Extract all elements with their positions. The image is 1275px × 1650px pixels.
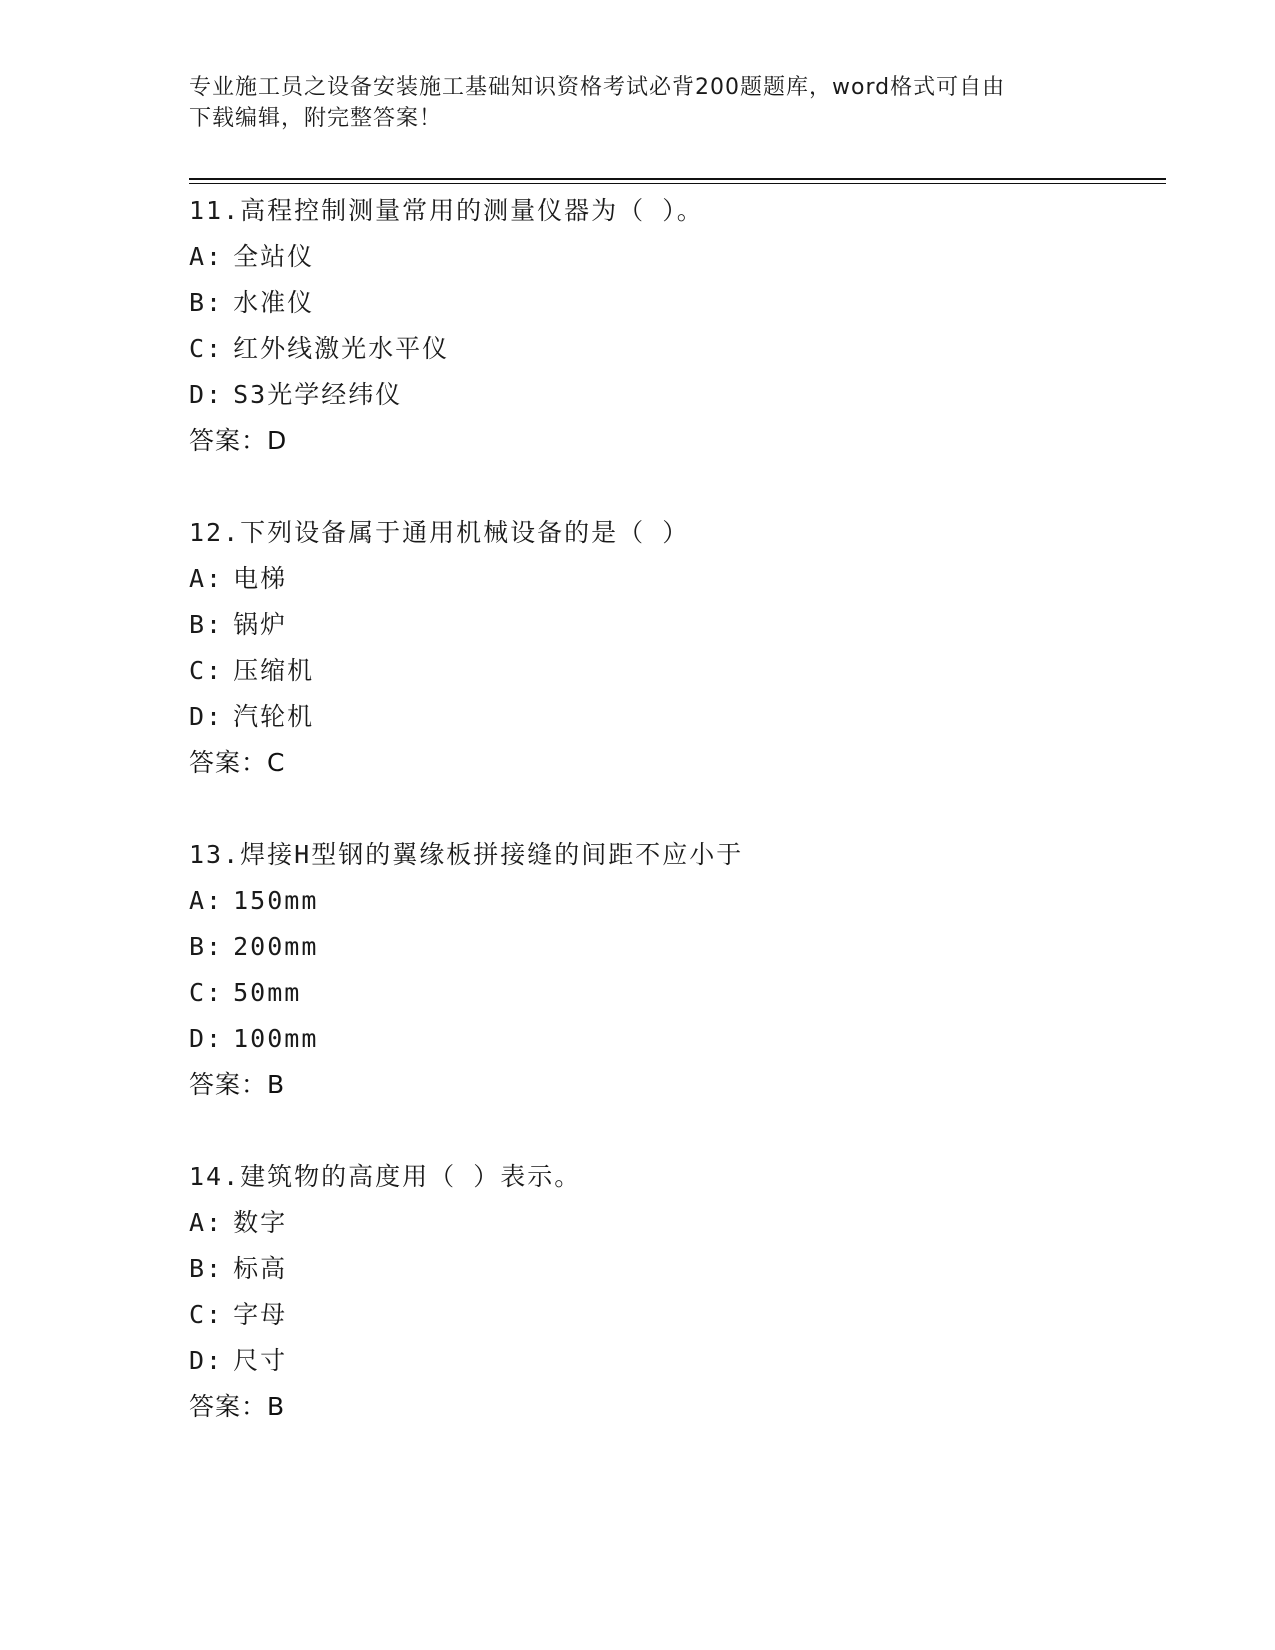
option-text: 全站仪 xyxy=(233,242,315,271)
question-stem: 11.高程控制测量常用的测量仪器为（ ）。 xyxy=(189,196,704,225)
option-letter: B: xyxy=(189,1254,224,1283)
option-letter: A: xyxy=(189,242,224,271)
option-text: 数字 xyxy=(233,1208,288,1237)
option-letter: A: xyxy=(189,1208,224,1237)
option-letter: B: xyxy=(189,610,224,639)
question-stem: 13.焊接H型钢的翼缘板拼接缝的间距不应小于 xyxy=(189,840,744,869)
option-text: 标高 xyxy=(233,1254,288,1283)
option-letter: A: xyxy=(189,886,224,915)
option-text: 锅炉 xyxy=(233,610,288,639)
option-letter: D: xyxy=(189,702,224,731)
option-letter: C: xyxy=(189,334,224,363)
option-letter: B: xyxy=(189,932,224,961)
option-c xyxy=(189,1292,1169,1338)
option-b xyxy=(189,1246,1169,1292)
option-c xyxy=(189,970,1169,1016)
option-d xyxy=(189,372,1169,418)
question-12 xyxy=(189,510,1169,786)
option-text: 50mm xyxy=(233,978,302,1007)
option-text: S3光学经纬仪 xyxy=(233,380,403,409)
answer-label: 答案：D xyxy=(189,426,288,455)
option-text: 字母 xyxy=(233,1300,288,1329)
option-d xyxy=(189,1338,1169,1384)
header-divider-thin xyxy=(189,183,1166,184)
option-d xyxy=(189,1016,1169,1062)
option-letter: C: xyxy=(189,656,224,685)
question-13 xyxy=(189,832,1169,1108)
option-text: 尺寸 xyxy=(233,1346,288,1375)
option-c xyxy=(189,326,1169,372)
option-c xyxy=(189,648,1169,694)
option-text: 红外线激光水平仪 xyxy=(233,334,450,363)
option-text: 200mm xyxy=(233,932,319,961)
header-divider-thick xyxy=(189,178,1166,180)
option-letter: C: xyxy=(189,1300,224,1329)
question-stem: 12.下列设备属于通用机械设备的是（ ） xyxy=(189,518,690,547)
header-title-line-2: 下载编辑，附完整答案！ xyxy=(189,106,443,131)
question-11 xyxy=(189,188,1169,464)
answer-label: 答案：B xyxy=(189,1070,286,1099)
option-letter: A: xyxy=(189,564,224,593)
option-text: 电梯 xyxy=(233,564,288,593)
option-text: 150mm xyxy=(233,886,319,915)
option-d xyxy=(189,694,1169,740)
header-title-line-1: 专业施工员之设备安装施工基础知识资格考试必背200题题库，word格式可自由 xyxy=(189,75,1006,100)
document-header xyxy=(189,72,1089,134)
question-14 xyxy=(189,1154,1169,1430)
option-letter: D: xyxy=(189,380,224,409)
option-text: 压缩机 xyxy=(233,656,315,685)
question-stem: 14.建筑物的高度用（ ）表示。 xyxy=(189,1162,582,1191)
answer-label: 答案：B xyxy=(189,1392,286,1421)
option-a xyxy=(189,878,1169,924)
option-letter: B: xyxy=(189,288,224,317)
option-b xyxy=(189,280,1169,326)
option-letter: D: xyxy=(189,1346,224,1375)
option-text: 100mm xyxy=(233,1024,319,1053)
option-letter: D: xyxy=(189,1024,224,1053)
answer-label: 答案：C xyxy=(189,748,286,777)
option-text: 汽轮机 xyxy=(233,702,315,731)
option-a xyxy=(189,556,1169,602)
option-a xyxy=(189,1200,1169,1246)
option-a xyxy=(189,234,1169,280)
option-b xyxy=(189,602,1169,648)
option-text: 水准仪 xyxy=(233,288,315,317)
option-letter: C: xyxy=(189,978,224,1007)
option-b xyxy=(189,924,1169,970)
